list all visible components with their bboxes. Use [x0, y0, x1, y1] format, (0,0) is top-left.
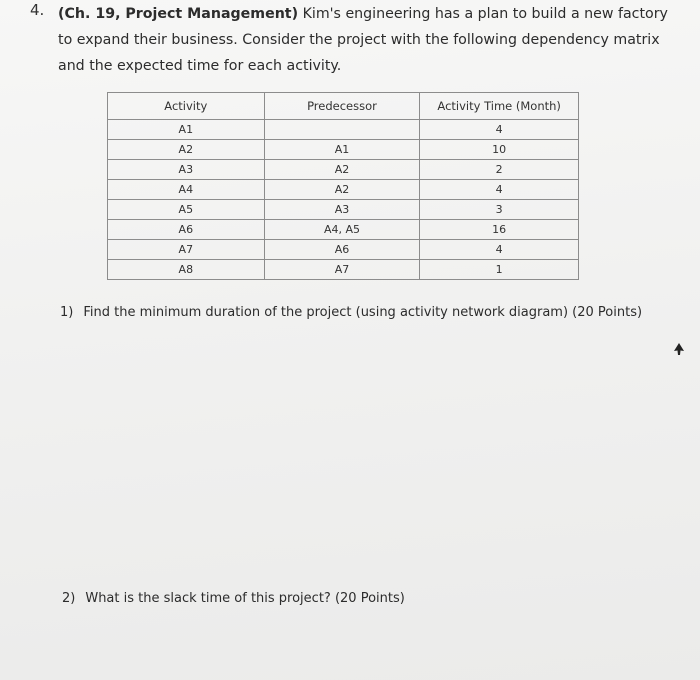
predecessor-cell: A3 [264, 200, 420, 220]
predecessor-cell: A2 [264, 180, 420, 200]
table-row [108, 200, 579, 220]
activity-cell: A7 [108, 240, 265, 260]
question-intro [58, 1, 683, 79]
time-cell: 4 [420, 240, 579, 260]
activity-cell: A3 [108, 160, 265, 180]
table-row [108, 240, 579, 260]
subquestion-text: What is the slack time of this project? (20 Points) [85, 591, 405, 606]
predecessor-cell: A7 [264, 260, 420, 280]
time-cell: 3 [420, 200, 579, 220]
subquestion-1 [60, 305, 642, 320]
activity-cell: A4 [108, 180, 265, 200]
predecessor-cell: A6 [264, 240, 420, 260]
time-cell: 10 [420, 140, 579, 160]
header-activity-time: Activity Time (Month) [420, 93, 579, 120]
table-row [108, 140, 579, 160]
subquestion-number: 1) [60, 305, 74, 320]
activity-cell: A6 [108, 220, 265, 240]
table-row [108, 220, 579, 240]
activity-cell: A2 [108, 140, 265, 160]
time-cell: 16 [420, 220, 579, 240]
table-header-row [108, 93, 579, 120]
table-row [108, 260, 579, 280]
question-number: 4. [30, 1, 45, 19]
dependency-table [107, 92, 579, 280]
question-text: Kim's engineering has a plan to build a new factory to expand their business. Consider the project with the following dependency matrix and the expected time for each activity. [58, 6, 668, 74]
table-row [108, 180, 579, 200]
predecessor-cell: A2 [264, 160, 420, 180]
time-cell: 4 [420, 180, 579, 200]
question-lead: (Ch. 19, Project Management) [58, 6, 299, 22]
time-cell: 4 [420, 120, 579, 140]
table-row [108, 160, 579, 180]
subquestion-text: Find the minimum duration of the project (using activity network diagram) (20 Points) [83, 305, 643, 320]
time-cell: 2 [420, 160, 579, 180]
header-activity: Activity [108, 93, 265, 120]
activity-cell: A8 [108, 260, 265, 280]
table-row [108, 120, 579, 140]
predecessor-cell [264, 120, 420, 140]
subquestion-2 [62, 591, 405, 606]
header-predecessor: Predecessor [264, 93, 420, 120]
activity-cell: A1 [108, 120, 265, 140]
activity-cell: A5 [108, 200, 265, 220]
predecessor-cell: A4, A5 [264, 220, 420, 240]
time-cell: 1 [420, 260, 579, 280]
arrow-cursor-icon [673, 342, 685, 359]
subquestion-number: 2) [62, 591, 76, 606]
predecessor-cell: A1 [264, 140, 420, 160]
